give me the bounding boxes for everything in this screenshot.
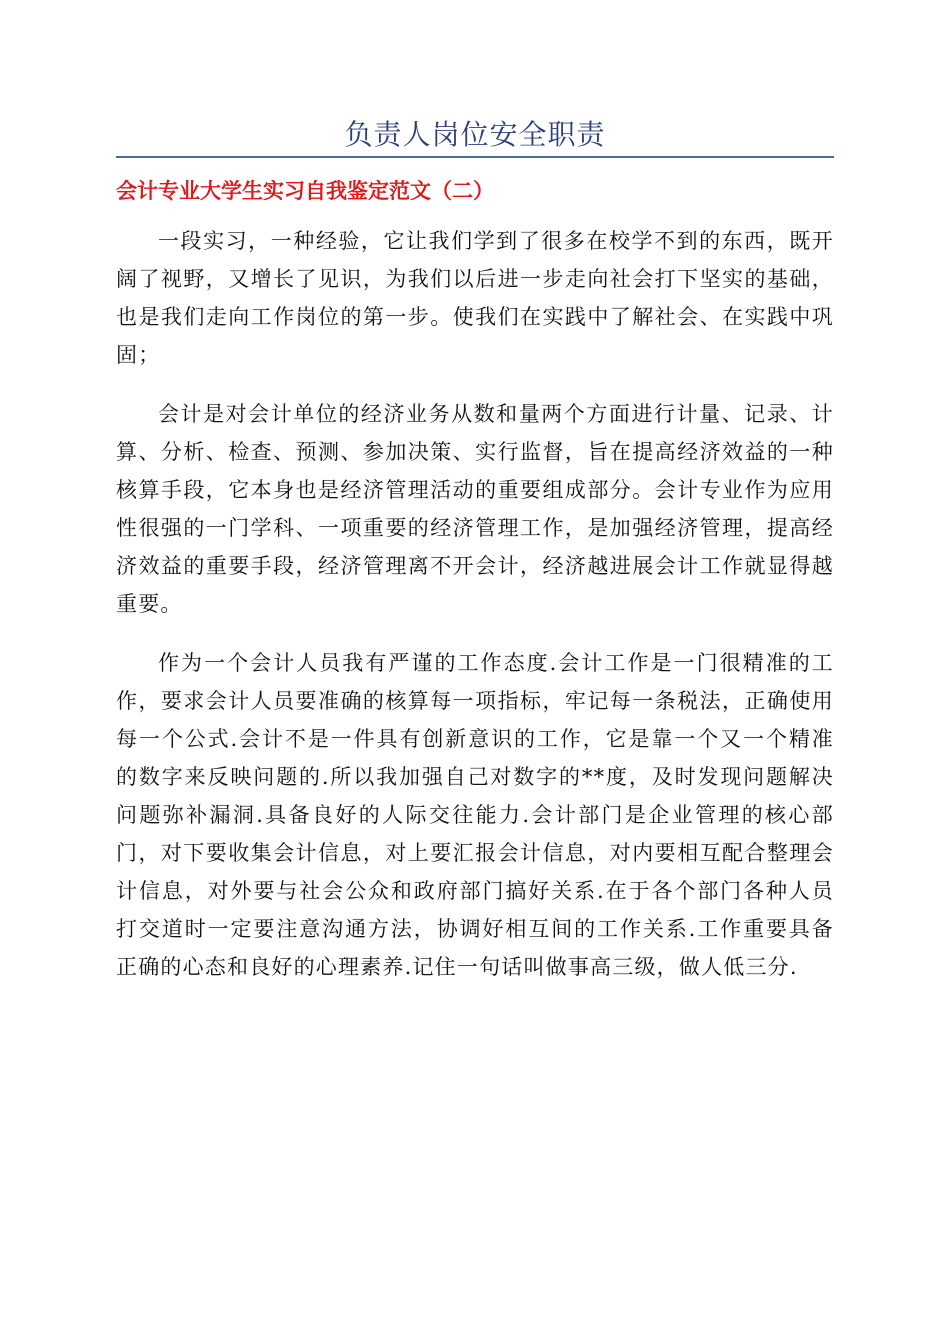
section-title: 会计专业大学生实习自我鉴定范文（二） [116,179,494,203]
paragraph-2: 会计是对会计单位的经济业务从数和量两个方面进行计量、记录、计算、分析、检查、预测、参加决策、实行监督，旨在提高经济效益的一种核算手段，它本身也是经济管理活动的重要组成部分。会计专业作为应用性很强的一门学科、一项重要的经济管理工作，是加强经济管理，提高经济效益的重要手段，经济管理离不开会计，经济越进展会计工作就显得越重要。 [116,402,834,616]
document-body [116,222,834,1007]
page-title: 负责人岗位安全职责 [344,118,606,151]
paragraph-1: 一段实习，一种经验，它让我们学到了很多在校学不到的东西，既开阔了视野，又增长了见识，为我们以后进一步走向社会打下坚实的基础，也是我们走向工作岗位的第一步。使我们在实践中了解社会、在实践中巩固； [116,229,834,367]
paragraph-3: 作为一个会计人员我有严谨的工作态度.会计工作是一门很精准的工作，要求会计人员要准确的核算每一项指标，牢记每一条税法，正确使用每一个公式.会计不是一件具有创新意识的工作，它是靠一个又一个精准的数字来反映问题的.所以我加强自己对数字的**度，及时发现问题解决问题弥补漏洞.具备良好的人际交往能力.会计部门是企业管理的核心部门，对下要收集会计信息，对上要汇报会计信息，对内要相互配合整理会计信息，对外要与社会公众和政府部门搞好关系.在于各个部门各种人员打交道时一定要注意沟通方法，协调好相互间的工作关系.工作重要具备正确的心态和良好的心理素养.记住一句话叫做事高三级，做人低三分. [116,651,834,979]
page-header [116,110,834,158]
